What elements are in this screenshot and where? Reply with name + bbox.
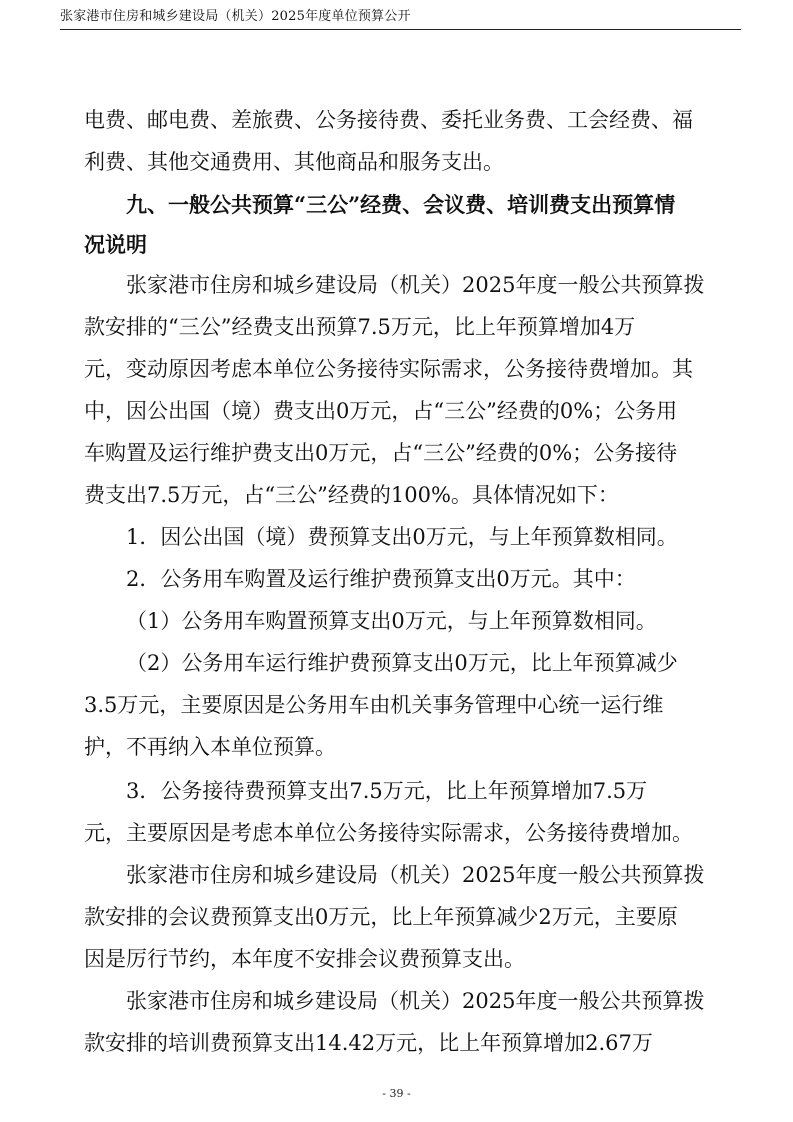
body-line: 张家港市住房和城乡建设局（机关）2025年度一般公共预算拨	[126, 863, 705, 887]
body-line: 车购置及运行维护费支出0万元，占“三公”经费的0%；公务接待	[84, 441, 678, 465]
body-line: 款安排的“三公”经费支出预算7.5万元，比上年预算增加4万	[84, 315, 636, 339]
body-line: 利费、其他交通费用、其他商品和服务支出。	[84, 150, 504, 174]
header-divider	[60, 29, 741, 30]
document-header: 张家港市住房和城乡建设局（机关）2025年度单位预算公开	[60, 9, 411, 24]
body-line: 元，变动原因考虑本单位公务接待实际需求，公务接待费增加。其	[84, 357, 693, 381]
list-item: （1）公务用车购置预算支出0万元，与上年预算数相同。	[126, 609, 657, 633]
body-line: 费支出7.5万元，占“三公”经费的100%。具体情况如下：	[84, 483, 619, 507]
body-line: 电费、邮电费、差旅费、公务接待费、委托业务费、工会经费、福	[84, 108, 693, 132]
list-item: 2．公务用车购置及运行维护费预算支出0万元。其中：	[126, 567, 636, 591]
section-heading: 九、一般公共预算“三公”经费、会议费、培训费支出预算情	[126, 192, 676, 217]
body-line: 元，主要原因是考虑本单位公务接待实际需求，公务接待费增加。	[84, 821, 693, 845]
body-line: 因是厉行节约，本年度不安排会议费预算支出。	[84, 947, 525, 971]
body-line: 3.5万元，主要原因是公务用车由机关事务管理中心统一运行维	[84, 693, 664, 717]
body-line: 护，不再纳入本单位预算。	[84, 735, 336, 759]
body-line: 款安排的培训费预算支出14.42万元，比上年预算增加2.67万	[84, 1031, 653, 1055]
list-item: 1．因公出国（境）费预算支出0万元，与上年预算数相同。	[126, 525, 678, 549]
body-line: 中，因公出国（境）费支出0万元，占“三公”经费的0%；公务用	[84, 399, 678, 423]
page-number: - 39 -	[382, 1087, 411, 1100]
list-item: 3．公务接待费预算支出7.5万元，比上年预算增加7.5万	[126, 779, 648, 803]
body-line: 张家港市住房和城乡建设局（机关）2025年度一般公共预算拨	[126, 989, 705, 1013]
section-heading: 况说明	[84, 232, 147, 257]
body-line: 张家港市住房和城乡建设局（机关）2025年度一般公共预算拨	[126, 273, 705, 297]
body-line: 款安排的会议费预算支出0万元，比上年预算减少2万元，主要原	[84, 905, 678, 929]
list-item: （2）公务用车运行维护费预算支出0万元，比上年预算减少	[126, 651, 678, 675]
